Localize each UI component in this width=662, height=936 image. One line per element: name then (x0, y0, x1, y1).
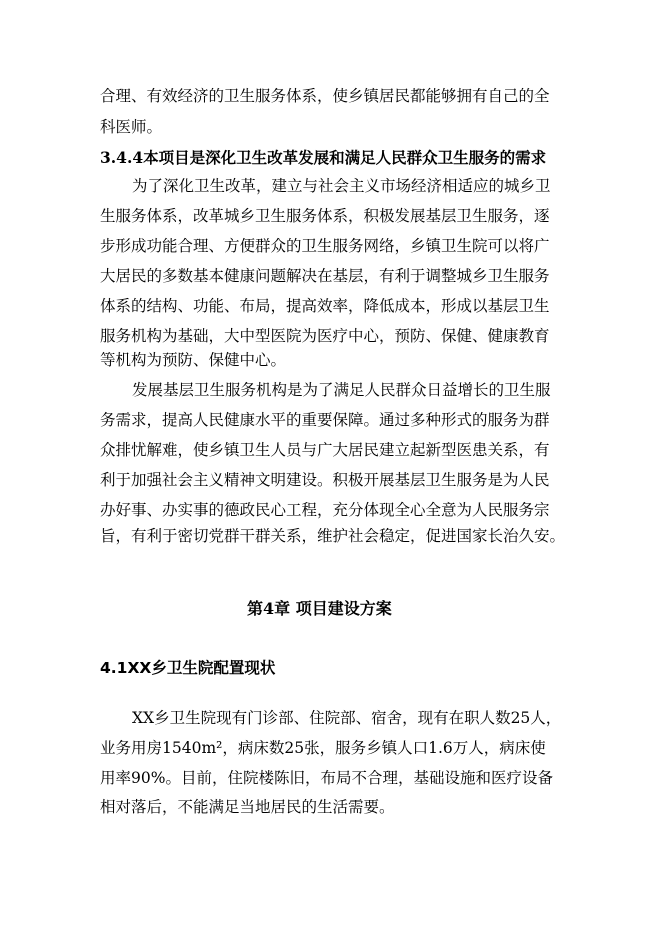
text-line: 利于加强社会主义精神文明建设。积极开展基层卫生服务是为人民 (100, 471, 550, 489)
text-line: 科医师。 (100, 118, 163, 136)
text-line: 服务机构为基础，大中型医院为医疗中心，预防、保健、健康教育 (100, 327, 550, 345)
text-line: 相对落后，不能满足当地居民的生活需要。 (100, 798, 395, 816)
text-line: 众排忧解难，使乡镇卫生人员与广大居民建立起新型医患关系，有 (100, 441, 550, 459)
text-line: 体系的结构、功能、布局，提高效率，降低成本，形成以基层卫生 (100, 297, 550, 315)
chapter-heading: 第4章 项目建设方案 (247, 599, 392, 618)
text-line: 合理、有效经济的卫生服务体系，使乡镇居民都能够拥有自己的全 (100, 87, 550, 105)
text-line: XX乡卫生院现有门诊部、住院部、宿舍，现有在职人数25人， (132, 709, 562, 727)
text-line: 办好事、办实事的德政民心工程，充分体现全心全意为人民服务宗 (100, 501, 550, 519)
text-line: 发展基层卫生服务机构是为了满足人民群众日益增长的卫生服 (132, 381, 551, 399)
text-line: 等机构为预防、保健中心。 (100, 351, 287, 369)
subsection-heading: 4.1XX乡卫生院配置现状 (100, 659, 276, 677)
text-line: 旨，有利于密切党群干群关系，维护社会稳定，促进国家长治久安。 (100, 527, 566, 545)
text-line: 大居民的多数基本健康问题解决在基层，有利于调整城乡卫生服务 (100, 267, 550, 285)
text-line: 务需求，提高人民健康水平的重要保障。通过多种形式的服务为群 (100, 411, 550, 429)
section-heading: 3.4.4本项目是深化卫生改革发展和满足人民群众卫生服务的需求 (100, 148, 547, 167)
text-line: 为了深化卫生改革，建立与社会主义市场经济相适应的城乡卫 (132, 177, 551, 195)
text-line: 用率90%。目前，住院楼陈旧，布局不合理，基础设施和医疗设备 (100, 769, 553, 787)
text-line: 步形成功能合理、方便群众的卫生服务网络，乡镇卫生院可以将广 (100, 237, 550, 255)
text-line: 生服务体系，改革城乡卫生服务体系，积极发展基层卫生服务，逐 (100, 207, 550, 225)
text-line: 业务用房1540m²，病床数25张，服务乡镇人口1.6万人，病床使 (100, 739, 546, 757)
